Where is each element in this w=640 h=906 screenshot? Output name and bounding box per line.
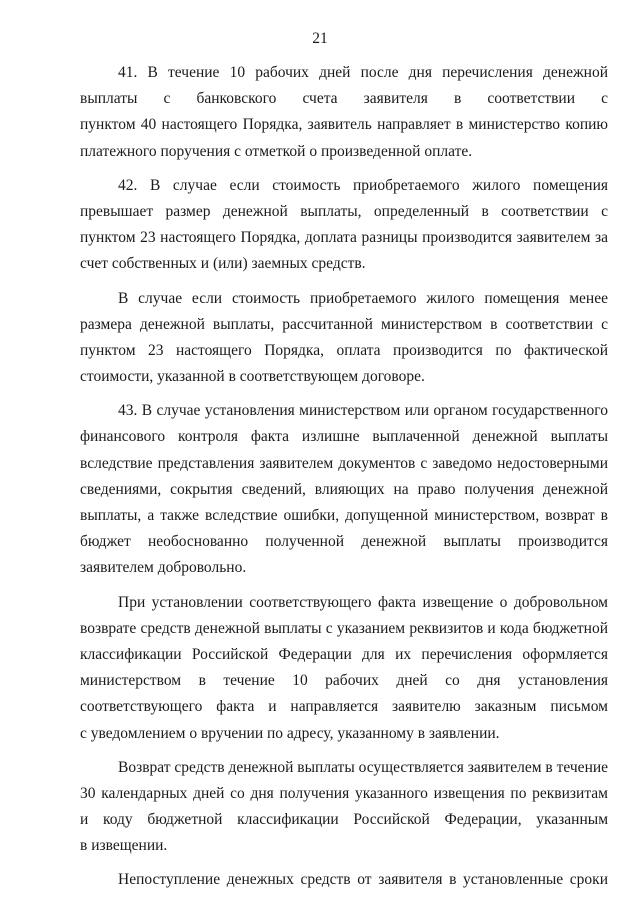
text-line: сведениями, сокрытия сведений, влияющих на право получения денежной: [80, 480, 608, 498]
text-line: в извещении.: [80, 837, 168, 855]
text-line: с уведомлением о вручении по адресу, указанному в заявлении.: [80, 724, 500, 742]
text-line: 43. В случае установления министерством или органом государственного: [118, 402, 608, 420]
text-line: счет собственных и (или) заемных средств.: [80, 255, 366, 273]
text-line: превышает размер денежной выплаты, определенный в соответствии с: [80, 202, 608, 220]
text-line: соответствующего факта и направляется заявителю заказным письмом: [80, 698, 608, 716]
text-line: размера денежной выплаты, рассчитанной министерством в соответствии с: [80, 315, 608, 333]
text-line: заявителем добровольно.: [80, 559, 247, 577]
document-body: [80, 60, 608, 894]
text-line: пунктом 40 настоящего Порядка, заявитель направляет в министерство копию: [80, 116, 608, 134]
text-line: бюджет необоснованно полученной денежной выплаты производится: [80, 533, 608, 551]
text-line: При установлении соответствующего факта извещение о добровольном: [118, 593, 608, 611]
text-line: Возврат средств денежной выплаты осуществляется заявителем в течение: [118, 758, 608, 776]
paragraph: [80, 755, 608, 860]
text-line: выплаты с банковского счета заявителя в соответствии с: [80, 90, 608, 108]
text-line: и коду бюджетной классификации Российской Федерации, указанным: [80, 811, 608, 829]
text-line: возврате средств денежной выплаты с указанием реквизитов и кода бюджетной: [80, 619, 608, 637]
text-line: вследствие представления заявителем документов с заведомо недостоверными: [80, 454, 608, 472]
paragraph: [80, 286, 608, 391]
text-line: пунктом 23 настоящего Порядка, оплата производится по фактической: [80, 341, 608, 359]
text-line: министерством в течение 10 рабочих дней со дня установления: [80, 672, 608, 690]
page-number: 21: [312, 30, 328, 47]
text-line: В случае если стоимость приобретаемого жилого помещения менее: [118, 289, 608, 307]
paragraph: [80, 867, 608, 893]
paragraph: [80, 60, 608, 165]
text-line: платежного поручения с отметкой о произведенной оплате.: [80, 142, 473, 160]
paragraph: [80, 398, 608, 581]
text-line: Непоступление денежных средств от заявителя в установленные сроки: [118, 871, 608, 889]
paragraph: [80, 590, 608, 747]
text-line: 41. В течение 10 рабочих дней после дня перечисления денежной: [118, 64, 608, 81]
text-line: пунктом 23 настоящего Порядка, доплата разницы производится заявителем за: [80, 229, 608, 247]
text-line: классификации Российской Федерации для их перечисления оформляется: [80, 645, 608, 663]
text-line: 42. В случае если стоимость приобретаемого жилого помещения: [118, 176, 608, 194]
text-line: финансового контроля факта излишне выплаченной денежной выплаты: [80, 428, 608, 446]
text-line: выплаты, а также вследствие ошибки, допущенной министерством, возврат в: [80, 507, 608, 524]
paragraph: [80, 173, 608, 278]
text-line: 30 календарных дней со дня получения указанного извещения по реквизитам: [80, 784, 608, 802]
text-line: стоимости, указанной в соответствующем договоре.: [80, 368, 425, 386]
